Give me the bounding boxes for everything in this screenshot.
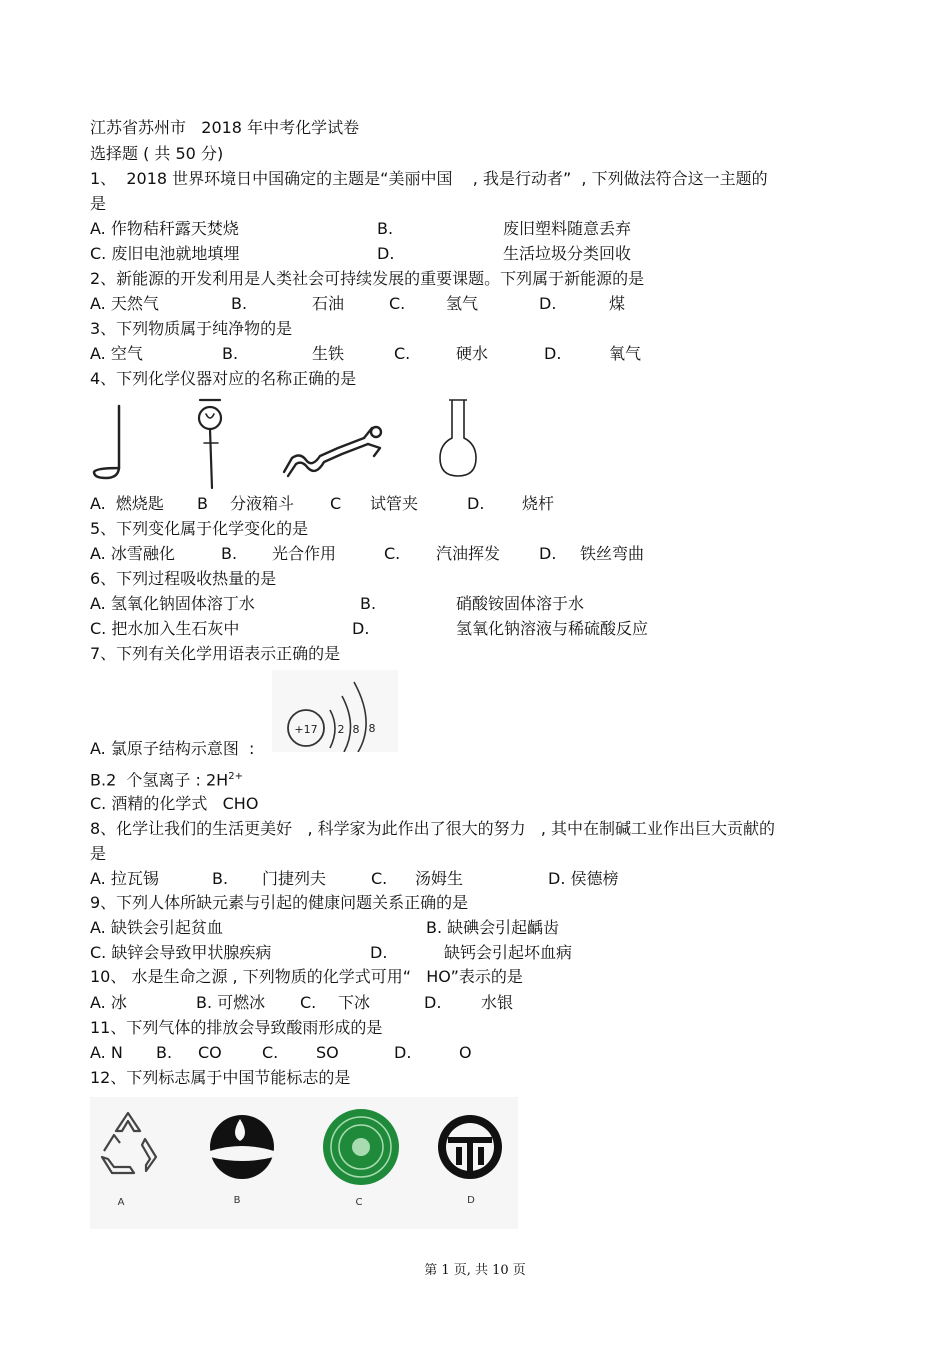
q3-option-b-label: B. [222, 344, 239, 363]
logos-figure [90, 1097, 518, 1229]
q9-option-d-label: D. [370, 943, 388, 962]
flask-icon [440, 400, 476, 476]
q3-option-c-label: C. [394, 344, 411, 363]
q6-option-d: 氢氧化钠溶液与稀硫酸反应 [456, 619, 649, 638]
q5-stem: 5、下列变化属于化学变化的是 [90, 519, 309, 538]
q8-stem-cont: 是 [90, 844, 107, 863]
q6-option-d-label: D. [352, 619, 370, 638]
exam-title: 江苏省苏州市 2018 年中考化学试卷 [90, 118, 360, 137]
q8-stem: 8、化学让我们的生活更美好 , 科学家为此作出了很大的努力 , 其中在制碱工业作出巨大贡献的 [90, 819, 776, 838]
q11-option-d: O [459, 1043, 472, 1062]
q6-option-b: 硝酸铵固体溶于水 [456, 594, 585, 613]
q7-option-b-charge: 2+ [228, 771, 243, 782]
logo-c-label: C [355, 1197, 363, 1208]
q8-option-c: 汤姆生 [415, 869, 464, 888]
q7-option-a: A. 氯原子结构示意图 : [90, 739, 255, 758]
q8-option-b: 门捷列夫 [262, 869, 327, 888]
separatory-funnel-icon [199, 400, 221, 488]
q9-option-d: 缺钙会引起坏血病 [444, 943, 573, 962]
shell-1-count: 2 [337, 723, 345, 736]
q10-stem-text: 10、 水是生命之源 , 下列物质的化学式可用“ H [90, 967, 439, 986]
q3-option-a: A. 空气 [90, 344, 143, 363]
energy-saving-logo-icon [438, 1115, 502, 1179]
q7-option-c-o: O [245, 794, 259, 813]
q9-option-c: C. 缺锌会导致甲状腺疾病 [90, 943, 272, 962]
logo-b-label: B [233, 1195, 241, 1206]
q11-option-c-label: C. [262, 1043, 279, 1062]
q1-stem-cont: 是 [90, 194, 107, 213]
q10-option-a: A. 冰 [90, 993, 127, 1012]
q1-option-c: C. 废旧电池就地填埋 [90, 244, 240, 263]
q11-stem: 11、下列气体的排放会导致酸雨形成的是 [90, 1018, 383, 1037]
q1-option-a: A. 作物秸秆露天焚烧 [90, 219, 239, 238]
q11-option-b-label: B. [156, 1043, 173, 1062]
q10-stem [90, 966, 523, 988]
q4-option-c-label: C [330, 494, 342, 513]
green-logo-icon [323, 1109, 399, 1185]
q10-option-c-label: C. [300, 993, 317, 1012]
q1-stem: 1、 2018 世界环境日中国确定的主题是“美丽中国 , 我是行动者” , 下列做法符合这一主题的 [90, 169, 768, 188]
section-heading: 选择题 ( 共 50 分) [90, 144, 224, 163]
water-saving-logo-icon [210, 1115, 274, 1179]
q2-option-d: 煤 [609, 294, 626, 313]
q7-option-c-h: H [233, 794, 246, 813]
q10-option-d: 水银 [481, 993, 514, 1012]
q2-option-c: 氢气 [446, 294, 479, 313]
q5-option-c-label: C. [384, 544, 401, 563]
q1-option-b: 废旧塑料随意丢弃 [503, 219, 632, 238]
logo-a-label: A [117, 1197, 125, 1208]
chlorine-atom-diagram [272, 670, 398, 752]
q8-option-a: A. 拉瓦锡 [90, 869, 159, 888]
q5-option-a: A. 冰雪融化 [90, 544, 175, 563]
q10-option-c: 下冰 [338, 993, 371, 1012]
q3-option-b: 生铁 [312, 344, 345, 363]
q2-option-d-label: D. [539, 294, 557, 313]
q7-option-b [90, 766, 243, 791]
q6-option-b-label: B. [360, 594, 377, 613]
q6-stem: 6、下列过程吸收热量的是 [90, 569, 277, 588]
q2-stem: 2、新能源的开发利用是人类社会可持续发展的重要课题。下列属于新能源的是 [90, 269, 645, 288]
q2-option-b: 石油 [312, 294, 345, 313]
q4-option-d: 烧杆 [522, 494, 555, 513]
q5-option-b: 光合作用 [272, 544, 337, 563]
logo-d-label: D [467, 1195, 475, 1206]
q3-option-d-label: D. [544, 344, 562, 363]
q1-option-b-label: B. [377, 219, 394, 238]
q2-option-b-label: B. [231, 294, 248, 313]
q4-option-d-label: D. [467, 494, 485, 513]
q7-option-b-text: B.2 个氢离子 : 2H [90, 770, 229, 790]
q9-option-b: B. 缺碘会引起齲齿 [426, 918, 560, 937]
shell-2-count: 8 [352, 723, 360, 736]
combustion-spoon-icon [94, 406, 119, 478]
q4-stem: 4、下列化学仪器对应的名称正确的是 [90, 369, 357, 388]
q11-option-b: CO [198, 1043, 222, 1062]
q11-option-d-label: D. [394, 1043, 412, 1062]
q10-option-d-label: D. [424, 993, 442, 1012]
q11-option-a: A. N [90, 1043, 123, 1062]
page-footer: 第 1 页, 共 10 页 [424, 1263, 526, 1278]
q7-option-c [90, 793, 258, 815]
shell-3-count: 8 [368, 722, 376, 735]
q8-option-d: D. 侯德榜 [548, 869, 619, 888]
q3-stem: 3、下列物质属于纯净物的是 [90, 319, 293, 338]
q7-option-c-text: C. 酒精的化学式 C [90, 794, 234, 813]
q2-option-a: A. 天然气 [90, 294, 159, 313]
q11-option-c: SO [316, 1043, 339, 1062]
q4-option-b-label: B [197, 494, 208, 513]
q10-stem-end: O”表示的是 [438, 967, 523, 986]
q3-option-c: 硬水 [456, 344, 489, 363]
q4-option-b: 分液箱斗 [230, 494, 295, 513]
q12-stem: 12、下列标志属于中国节能标志的是 [90, 1068, 351, 1087]
q10-option-b: B. 可燃冰 [196, 993, 266, 1012]
q9-stem: 9、下列人体所缺元素与引起的健康问题关系正确的是 [90, 893, 469, 912]
q8-option-c-label: C. [371, 869, 388, 888]
q2-option-c-label: C. [389, 294, 406, 313]
q1-option-d-label: D. [377, 244, 395, 263]
q5-option-b-label: B. [221, 544, 238, 563]
q4-option-a: A. 燃烧匙 [90, 494, 164, 513]
nucleus-charge: +17 [294, 723, 318, 736]
q8-option-b-label: B. [212, 869, 229, 888]
q3-option-d: 氧气 [609, 344, 642, 363]
q7-stem: 7、下列有关化学用语表示正确的是 [90, 644, 341, 663]
q1-option-d: 生活垃圾分类回收 [503, 244, 632, 263]
q5-option-c: 汽油挥发 [436, 544, 501, 563]
q4-option-c: 试管夹 [370, 494, 419, 513]
q6-option-a: A. 氢氧化钠固体溶丁水 [90, 594, 255, 613]
lab-instruments-figure [88, 398, 488, 490]
q9-option-a: A. 缺铁会引起贫血 [90, 918, 223, 937]
q5-option-d: 铁丝弯曲 [580, 544, 645, 563]
q6-option-c: C. 把水加入生石灰中 [90, 619, 240, 638]
test-tube-holder-icon [284, 427, 381, 476]
q5-option-d-label: D. [539, 544, 557, 563]
